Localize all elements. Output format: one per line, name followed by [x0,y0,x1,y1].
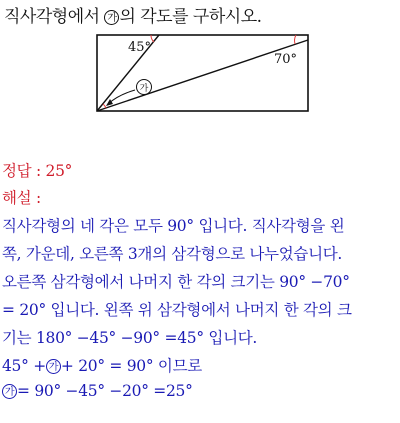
equation-part-a: 45° + [2,357,46,375]
angle-label-45: 45° [128,40,152,55]
question-suffix: 의 각도를 구하시오. [119,7,262,27]
answer: 정답 : 25° [2,162,73,180]
angle-arc-unknown [103,104,106,108]
arrow-head [106,99,113,106]
explanation-line-1: 직사각형의 네 각은 모두 90° 입니다. 직사각형을 왼 [2,217,345,235]
explanation-line-3: 오른쪽 삼각형에서 나머지 한 각의 크기는 90° −70° [2,273,350,291]
angle-arc-45 [151,35,154,42]
equation-final: = 90° −45° −20° =25° [17,382,193,400]
explanation-label: 해설 : [2,189,41,207]
explanation-line-4: = 20° 입니다. 왼쪽 위 삼각형에서 나머지 한 각의 크 [2,301,352,319]
unknown-angle-symbol: 가 [104,10,119,25]
unknown-symbol-text: 가 [139,84,149,94]
explanation-line-6 [2,354,202,376]
angle-arc-70 [295,35,296,44]
unknown-angle-symbol: 가 [46,359,61,374]
equation-part-b: + 20° = 90° 이므로 [60,357,202,375]
explanation-line-7 [2,382,193,400]
angle-label-70: 70° [274,52,298,67]
explanation-line-2: 쪽, 가운데, 오른쪽 3개의 삼각형으로 나누었습니다. [2,245,343,263]
rectangle-figure [0,0,400,150]
unknown-angle-symbol: 가 [2,384,17,399]
question-prefix: 직사각형에서 [4,7,105,27]
explanation-line-5: 기는 180° −45° −90° =45° 입니다. [2,329,258,347]
